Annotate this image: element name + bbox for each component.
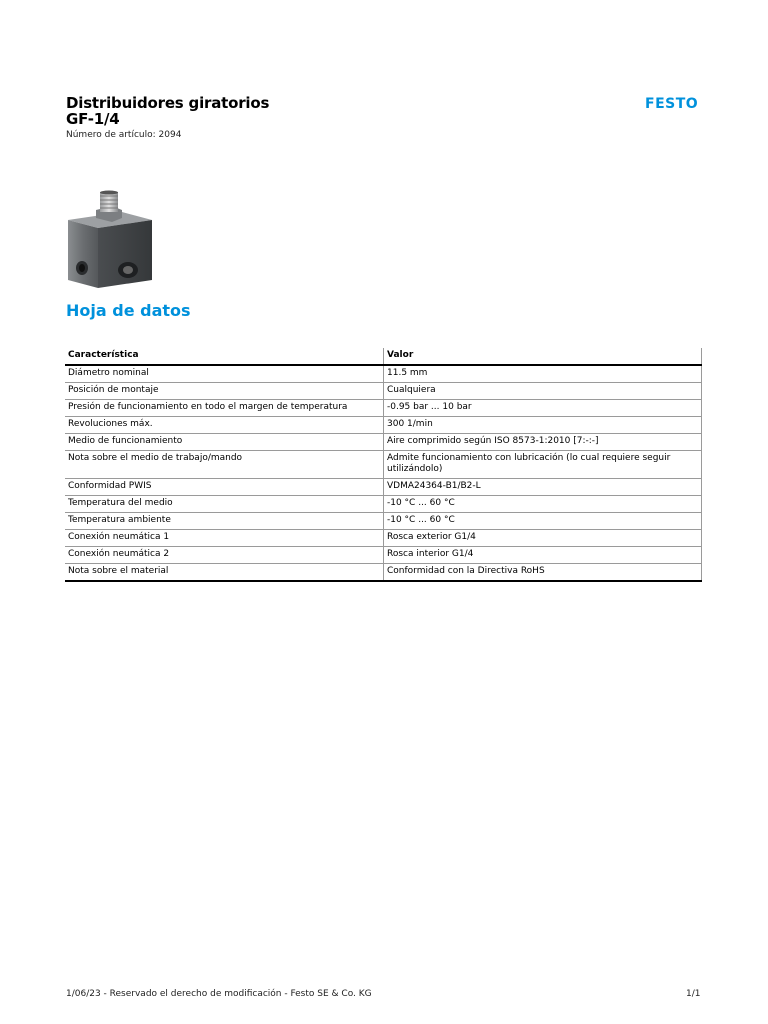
row-value: VDMA24364-B1/B2-L — [384, 479, 702, 496]
table-header-row — [65, 348, 702, 365]
table-row — [65, 434, 702, 451]
header-value: Valor — [384, 348, 702, 365]
row-label: Diámetro nominal — [65, 365, 384, 383]
title-line-1: Distribuidores giratorios — [66, 94, 270, 112]
row-label: Posición de montaje — [65, 383, 384, 400]
article-number: Número de artículo: 2094 — [66, 130, 182, 140]
row-value: -0.95 bar ... 10 bar — [384, 400, 702, 417]
row-label: Conexión neumática 1 — [65, 530, 384, 547]
product-image — [64, 190, 154, 290]
row-label: Nota sobre el medio de trabajo/mando — [65, 451, 384, 479]
table-row — [65, 417, 702, 434]
section-title: Hoja de datos — [66, 301, 191, 320]
table-row — [65, 513, 702, 530]
row-label: Presión de funcionamiento en todo el margen de temperatura — [65, 400, 384, 417]
row-value: -10 °C ... 60 °C — [384, 513, 702, 530]
row-label: Temperatura del medio — [65, 496, 384, 513]
row-value: Aire comprimido según ISO 8573-1:2010 [7:-:-] — [384, 434, 702, 451]
table-row — [65, 479, 702, 496]
table-row — [65, 496, 702, 513]
row-label: Conexión neumática 2 — [65, 547, 384, 564]
row-value: -10 °C ... 60 °C — [384, 496, 702, 513]
table-row — [65, 383, 702, 400]
document-title — [66, 95, 269, 127]
table-row — [65, 564, 702, 582]
datasheet-table — [65, 348, 702, 582]
row-label: Temperatura ambiente — [65, 513, 384, 530]
table-row — [65, 451, 702, 479]
row-value: 11.5 mm — [384, 365, 702, 383]
footer-text: 1/06/23 - Reservado el derecho de modificación - Festo SE & Co. KG — [66, 989, 372, 999]
page-number: 1/1 — [686, 989, 701, 999]
row-value: Cualquiera — [384, 383, 702, 400]
row-value: Admite funcionamiento con lubricación (lo cual requiere seguir utilizándolo) — [384, 451, 702, 479]
row-value: Rosca interior G1/4 — [384, 547, 702, 564]
row-value: 300 1/min — [384, 417, 702, 434]
row-label: Conformidad PWIS — [65, 479, 384, 496]
row-value: Rosca exterior G1/4 — [384, 530, 702, 547]
table-row — [65, 365, 702, 383]
row-label: Medio de funcionamiento — [65, 434, 384, 451]
row-label: Revoluciones máx. — [65, 417, 384, 434]
table-row — [65, 400, 702, 417]
festo-logo: FESTO — [645, 96, 699, 112]
row-value: Conformidad con la Directiva RoHS — [384, 564, 702, 582]
row-label: Nota sobre el material — [65, 564, 384, 582]
table-row — [65, 547, 702, 564]
header-characteristic: Característica — [65, 348, 384, 365]
title-line-2: GF-1/4 — [66, 110, 120, 128]
table-row — [65, 530, 702, 547]
